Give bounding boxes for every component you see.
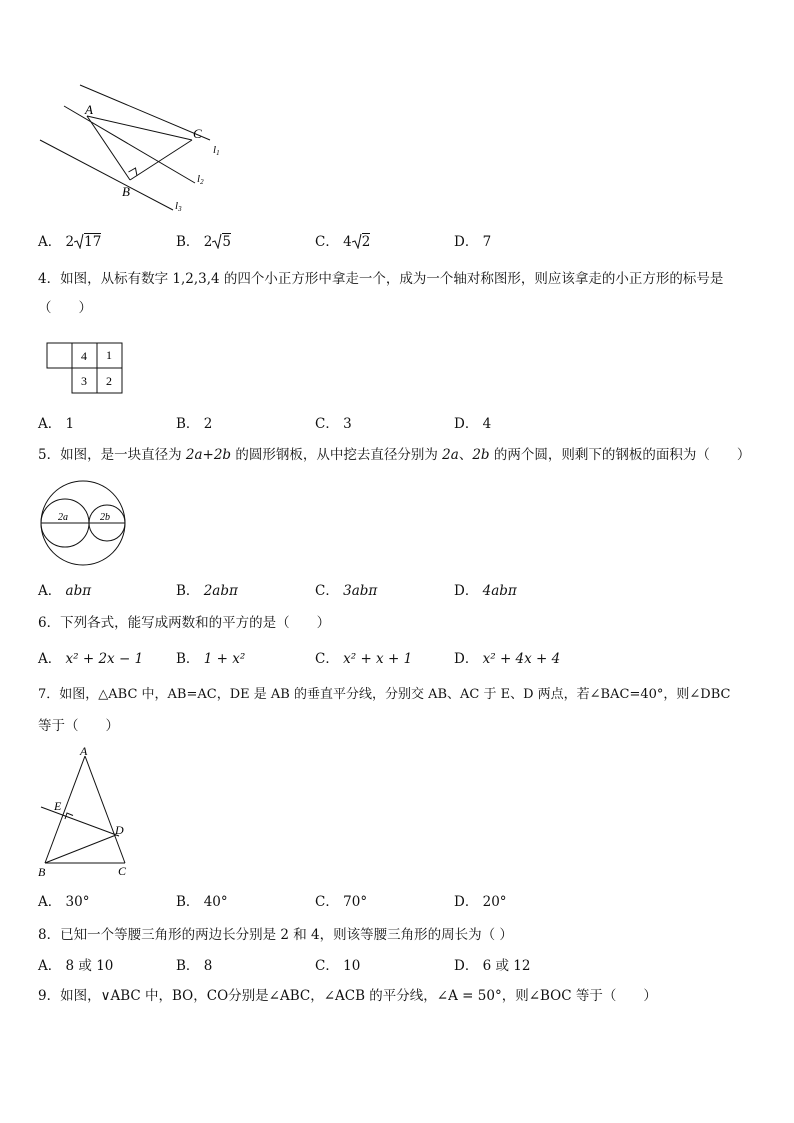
right-angle-mark [129,168,138,176]
q5-option-b[interactable]: B． 2abπ [176,583,238,599]
q3-option-a[interactable]: A． 2 17 [38,234,102,250]
label-b: B [38,865,46,879]
q6-option-a[interactable]: A． x² + 2x − 1 [38,651,144,667]
q7-option-a[interactable]: A． 30° [38,894,90,910]
line-l3 [40,140,173,210]
q6-option-c[interactable]: C． x² + x + 1 [315,651,413,667]
q4-option-d[interactable]: D． 4 [454,416,492,432]
q5-figure [36,478,132,568]
cell-4-label: 4 [81,349,87,363]
q6-option-d[interactable]: D． x² + 4x + 4 [454,651,561,667]
q4-option-a[interactable]: A． 1 [38,416,75,432]
q9-stem: 9．如图，∨ABC 中，BO，CO分别是∠ABC，∠ACB 的平分线，∠A = 50°，则∠BOC 等于（ ） [38,988,657,1004]
q4-figure [46,340,126,396]
label-b: B [122,184,130,199]
q6-stem: 6．下列各式，能写成两数和的平方的是（ ） [38,615,331,631]
side-ac [85,756,125,863]
label-c: C [118,864,127,878]
q5-option-a[interactable]: A． abπ [38,583,92,599]
q7-stem-line1: 7．如图，△ABC 中，AB=AC，DE 是 AB 的垂直平分线，分别交 AB、AC 于 E、D 两点，若∠BAC=40°，则∠DBC [38,687,731,702]
segment-ac [87,116,192,140]
label-c: C [193,126,202,141]
q8-option-b[interactable]: B． 8 [176,958,213,974]
segment-bc [130,140,192,180]
cell-3-label: 3 [81,374,87,388]
q7-option-b[interactable]: B． 40° [176,894,228,910]
q4-stem-line2: （ ） [38,300,92,316]
q5-option-d[interactable]: D． 4abπ [454,583,517,599]
label-2a: 2a [58,512,68,523]
q5-stem: 5．如图，是一块直径为 2a+2b 的圆形钢板，从中挖去直径分别为 2a、2b 的两个圆，则剩下的钢板的面积为（ ） [38,447,751,463]
label-a: A [85,102,93,117]
q8-option-d[interactable]: D． 6 或 12 [454,958,531,974]
q4-option-b[interactable]: B． 2 [176,416,213,432]
q5-option-c[interactable]: C． 3abπ [315,583,378,599]
label-d: D [115,823,124,837]
q4-stem-line1: 4．如图，从标有数字 1,2,3,4 的四个小正方形中拿走一个，成为一个轴对称图形，则应该拿走的小正方形的标号是 [38,271,724,287]
perpendicular-bisector-de [41,807,119,836]
label-l1: l1 [213,144,220,157]
line-l1 [80,85,210,140]
sqrt-sign [212,233,222,249]
cell-2-label: 2 [106,374,112,388]
q8-stem: 8．已知一个等腰三角形的两边长分别是 2 和 4，则该等腰三角形的周长为（ ） [38,927,513,943]
q3-figure [30,78,230,218]
q7-option-d[interactable]: D． 20° [454,894,507,910]
sqrt-sign [74,233,84,249]
q8-option-c[interactable]: C． 10 [315,958,361,974]
label-2b: 2b [100,512,110,523]
square-blank [47,343,72,368]
q3-option-c[interactable]: C． 4 2 [315,234,371,250]
side-ab [45,756,85,863]
q7-stem-line2: 等于（ ） [38,718,119,734]
q3-option-b[interactable]: B． 2 5 [176,234,231,250]
q7-figure [34,744,138,880]
label-l2: l2 [197,173,204,186]
cell-1-label: 1 [106,348,112,362]
q7-option-c[interactable]: C． 70° [315,894,368,910]
sqrt-sign [352,233,362,249]
label-l3: l3 [175,200,182,213]
q8-option-a[interactable]: A． 8 或 10 [38,958,114,974]
q4-option-c[interactable]: C． 3 [315,416,352,432]
q3-option-d[interactable]: D． 7 [454,234,492,250]
segment-ab [87,116,130,180]
label-a: A [80,744,88,758]
segment-bd [45,835,116,863]
q6-option-b[interactable]: B． 1 + x² [176,651,246,667]
label-e: E [54,799,62,813]
